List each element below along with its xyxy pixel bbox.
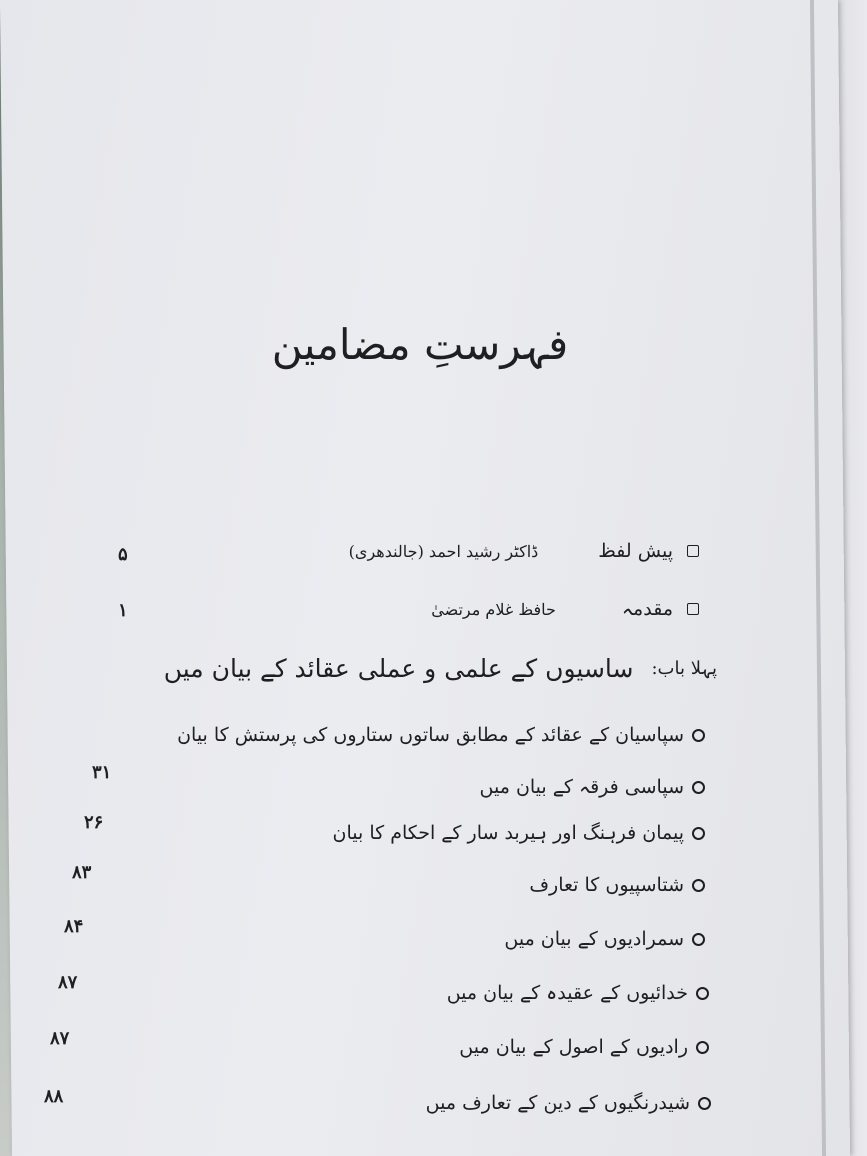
circle-bullet-icon	[692, 827, 705, 840]
toc-entry-page: ۸۷	[50, 1028, 70, 1049]
toc-entry	[459, 1036, 709, 1058]
toc-entry	[447, 982, 709, 1004]
preface-label: پیش لفظ	[598, 540, 673, 562]
toc-entry	[504, 928, 705, 950]
toc-entry-page: ۸۳	[72, 862, 92, 883]
toc-entry	[426, 1092, 711, 1114]
toc-entry-page: ۳۱	[92, 762, 112, 783]
toc-entry	[333, 822, 705, 844]
toc-entry-page: ۸۸	[44, 1086, 64, 1107]
toc-entry-text: سپاسیان کے عقائد کے مطابق ساتوں ستاروں کی پرستش کا بیان	[177, 724, 684, 746]
toc-entry-text: شتاسپیوں کا تعارف	[529, 874, 684, 896]
preface-row	[349, 540, 699, 562]
page-edge	[810, 0, 826, 1156]
square-bullet-icon	[687, 545, 699, 557]
circle-bullet-icon	[698, 1097, 711, 1110]
square-bullet-icon	[687, 603, 699, 615]
chapter-title: ساسیوں کے علمی و عملی عقائد کے بیان میں	[163, 654, 634, 683]
preface-page: ۵	[118, 544, 128, 565]
toc-entry-page: ۲۶	[84, 812, 104, 833]
toc-entry	[177, 724, 705, 746]
circle-bullet-icon	[692, 879, 705, 892]
toc-entry-page: ۸۷	[58, 972, 78, 993]
circle-bullet-icon	[696, 1041, 709, 1054]
circle-bullet-icon	[692, 729, 705, 742]
toc-entry-text: خدائیوں کے عقیدہ کے بیان میں	[446, 982, 688, 1004]
toc-entry	[529, 874, 705, 896]
page-title: فہرستِ مضامین	[271, 320, 569, 369]
toc-entry-page: ۸۴	[64, 916, 84, 937]
preface-row	[431, 598, 699, 620]
toc-entry-text: سپاسی فرقہ کے بیان میں	[479, 776, 684, 798]
circle-bullet-icon	[692, 933, 705, 946]
toc-entry-text: شیدرنگیوں کے دین کے تعارف میں	[425, 1092, 690, 1114]
preface-author: ڈاکٹر رشید احمد (جالندھری)	[348, 541, 539, 561]
preface-author: حافظ غلام مرتضیٰ	[431, 599, 556, 619]
toc-entry-text: رادیوں کے اصول کے بیان میں	[459, 1036, 688, 1058]
toc-entry-text: پیمان فرہنگ اور ہیربد سار کے احکام کا بیان	[332, 822, 684, 844]
circle-bullet-icon	[692, 781, 705, 794]
preface-page: ۱	[118, 600, 128, 621]
chapter-heading	[164, 654, 717, 683]
preface-label: مقدمہ	[621, 598, 673, 620]
toc-entry	[480, 776, 705, 798]
circle-bullet-icon	[696, 987, 709, 1000]
chapter-lead: پہلا باب:	[651, 658, 717, 679]
toc-entry-text: سمرادیوں کے بیان میں	[504, 928, 684, 950]
